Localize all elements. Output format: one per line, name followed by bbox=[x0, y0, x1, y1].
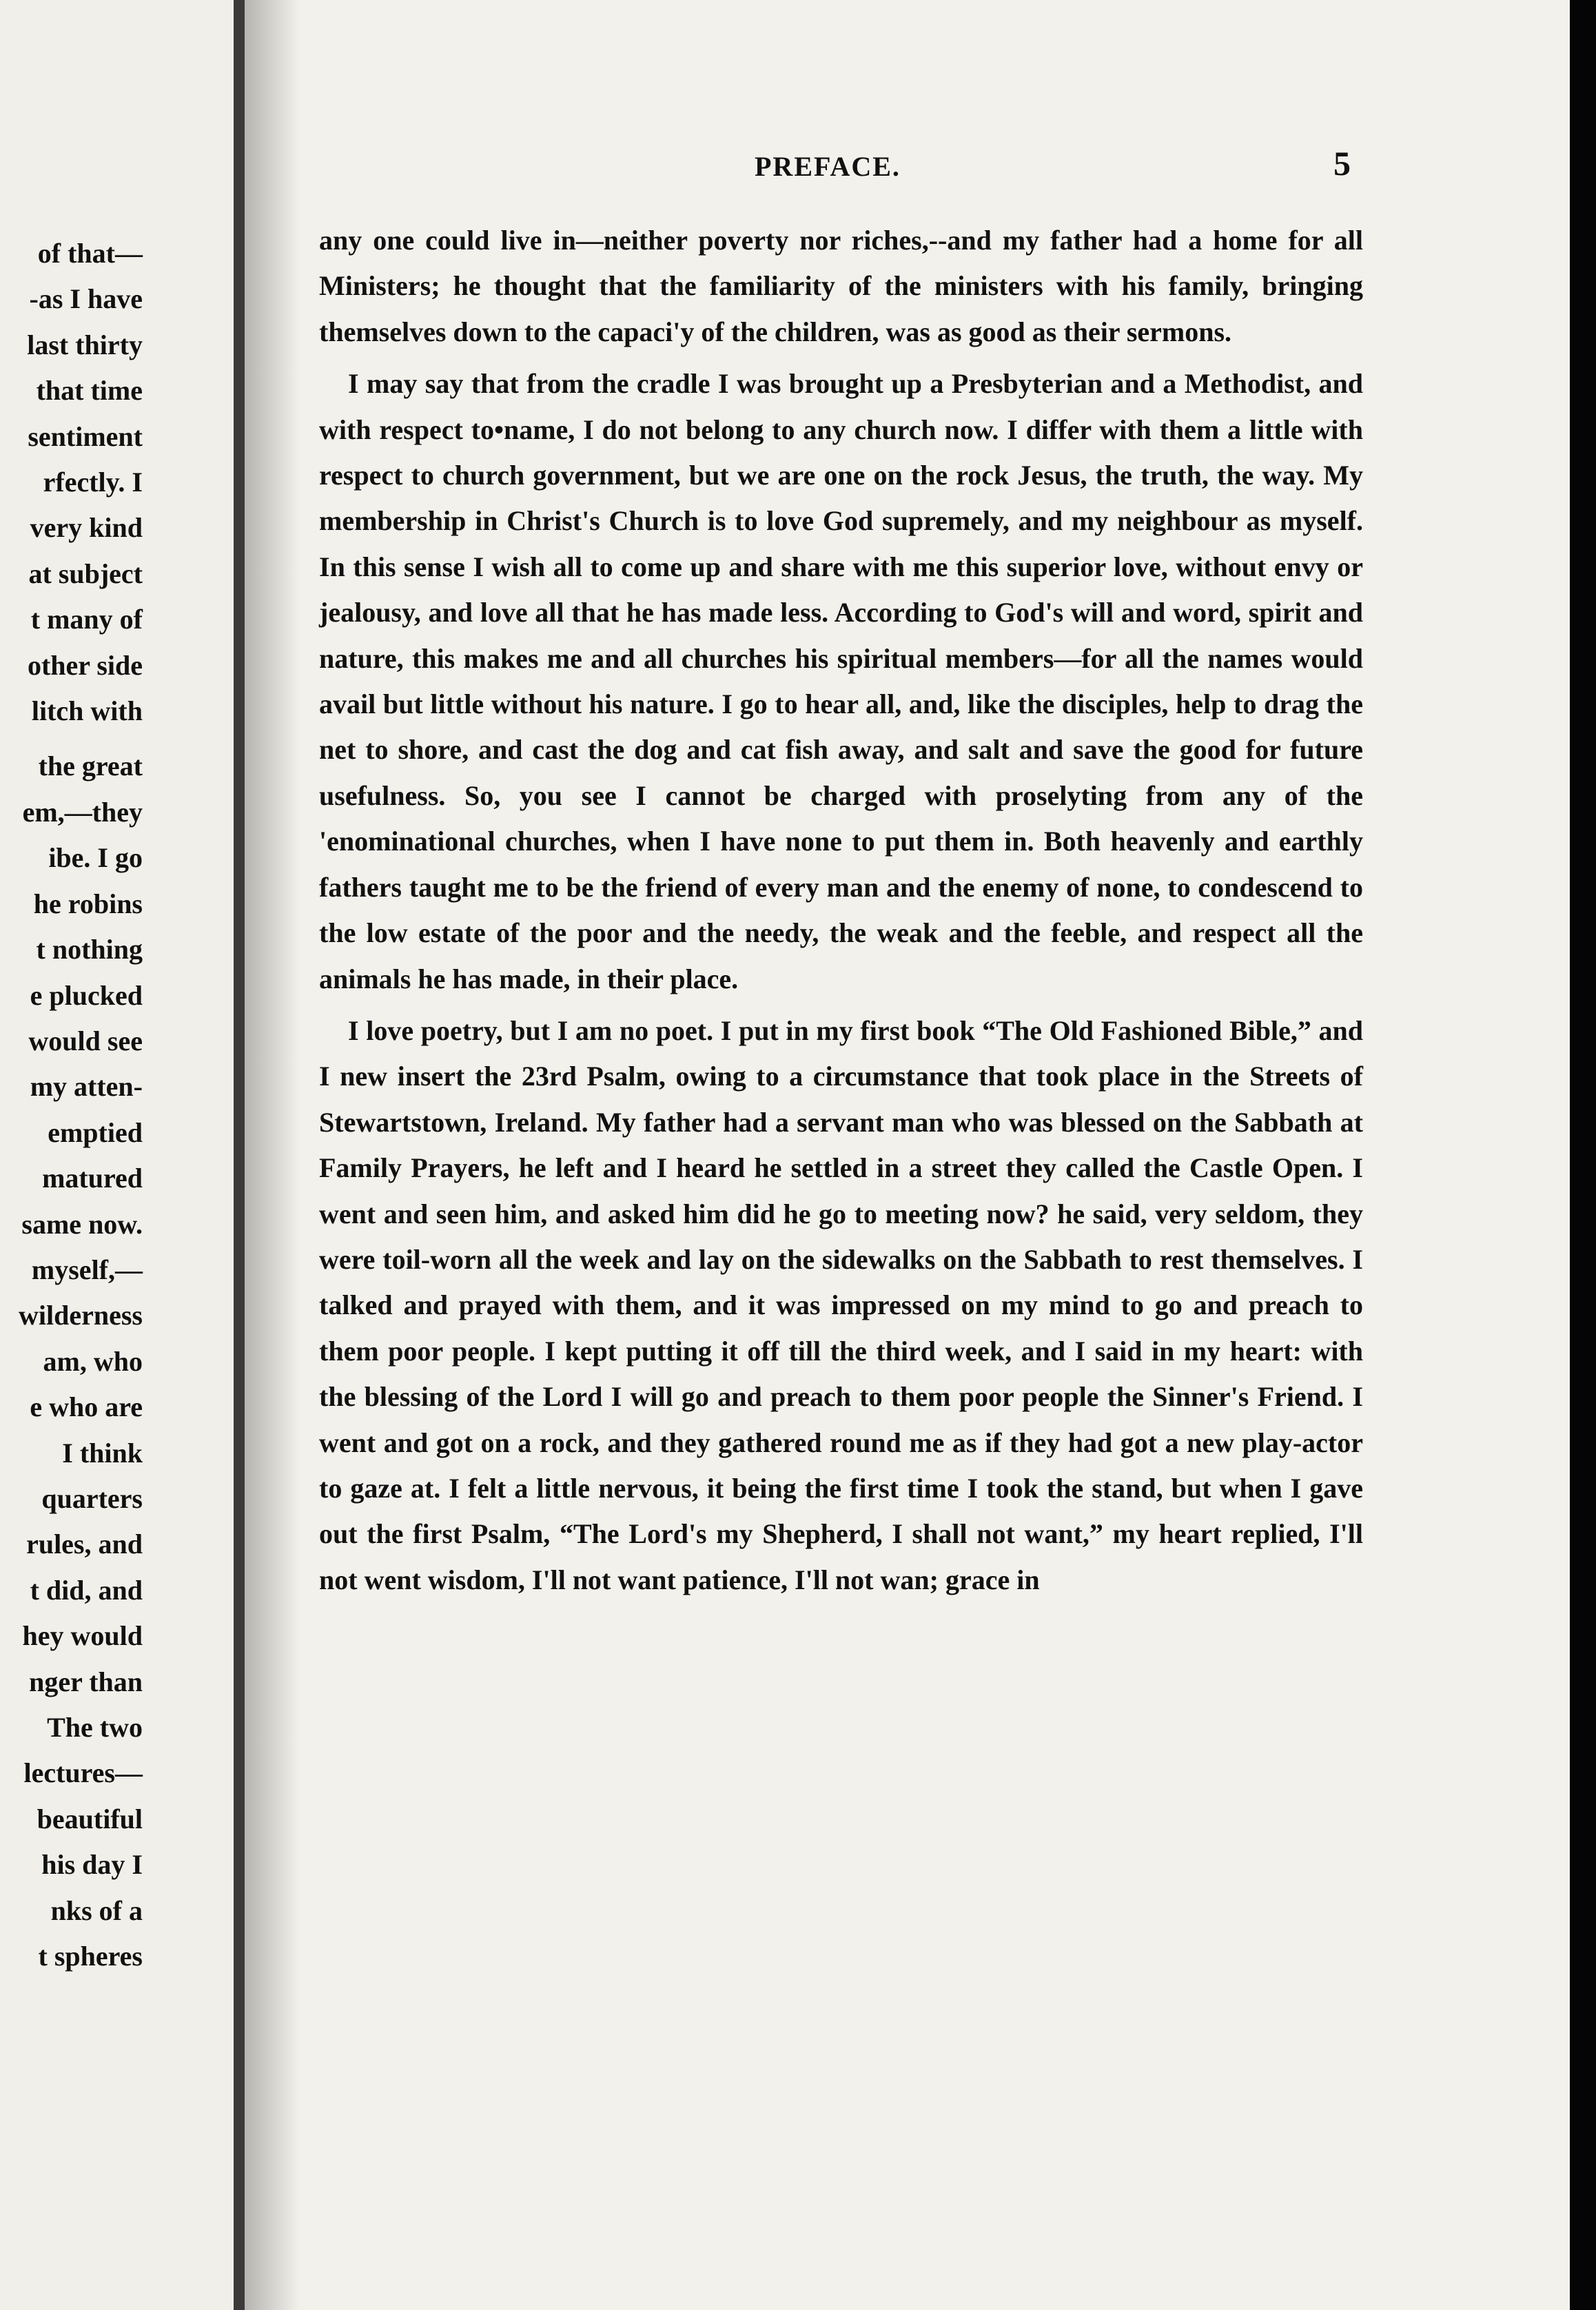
left-fragment: beautiful bbox=[37, 1803, 143, 1834]
left-fragment: of that— bbox=[37, 238, 143, 269]
left-page bbox=[0, 0, 238, 2310]
left-fragment: litch with bbox=[31, 695, 143, 727]
left-fragment: I think bbox=[62, 1437, 143, 1469]
scan-border bbox=[1570, 0, 1596, 2310]
running-title: PREFACE. bbox=[755, 151, 901, 182]
paragraph: I may say that from the cradle I was brought up a Presbyterian and a Methodist, and with respect to•name, I do not belong to any church now. I differ with them a little with respect to church government, but we are one on the rock Jesus, the truth, the way. My membership in Christ's Church is to love God supremely, and my neighbour as myself. In this sense I wish all to come up and share with me this superior love, without envy or jealousy, and love all that he has made less. According to God's will and word, spirit and nature, this makes me and all churches his spiritual members—for all the names would avail but little without his nature. I go to hear all, and, like the disciples, help to drag the net to shore, and cast the dog and cat fish away, and salt and save the good for future usefulness. So, you see I cannot be charged with proselyting from any of the 'enominational churches, when I have none to put them in. Both heavenly and earthly fathers taught me to be the friend of every man and the enemy of none, to condescend to the low estate of the poor and the needy, the weak and the feeble, and respect all the animals he has made, in their place. bbox=[319, 368, 1363, 994]
left-fragment: nks of a bbox=[50, 1894, 143, 1926]
left-fragment: t nothing bbox=[36, 934, 143, 965]
body-text bbox=[319, 218, 1363, 1603]
left-page-text-fragments bbox=[19, 231, 143, 1979]
left-fragment: wilderness bbox=[19, 1300, 143, 1331]
left-fragment: that time bbox=[36, 375, 143, 407]
left-fragment: emptied bbox=[48, 1116, 143, 1148]
left-fragment: rules, and bbox=[26, 1529, 143, 1560]
left-fragment: at subject bbox=[28, 558, 143, 589]
left-fragment: quarters bbox=[41, 1482, 143, 1514]
left-fragment: his day I bbox=[41, 1849, 143, 1881]
book-binding-gutter bbox=[234, 0, 245, 2310]
left-fragment: matured bbox=[42, 1163, 143, 1194]
paragraph: any one could live in—neither poverty nor riches,--and my father had a home for all Ministers; he thought that the familiarity of the ministers with his family, bringing themselves down to the capaci'y of the children, was as good as their sermons. bbox=[319, 225, 1363, 347]
left-fragment: e plucked bbox=[30, 979, 143, 1011]
left-fragment: -as I have bbox=[29, 283, 143, 315]
left-fragment: t many of bbox=[30, 604, 143, 635]
left-fragment: am, who bbox=[43, 1345, 143, 1377]
left-fragment: lectures— bbox=[23, 1757, 143, 1789]
left-fragment: very kind bbox=[30, 512, 143, 544]
left-fragment: nger than bbox=[29, 1666, 143, 1697]
left-fragment: hey would bbox=[22, 1620, 143, 1652]
left-fragment: t did, and bbox=[30, 1574, 143, 1606]
left-fragment: ibe. I go bbox=[48, 842, 143, 874]
running-head bbox=[245, 144, 1570, 192]
left-fragment: em,—they bbox=[22, 796, 143, 828]
left-fragment: same now. bbox=[21, 1208, 143, 1240]
left-fragment: myself,— bbox=[31, 1254, 143, 1285]
left-fragment: last thirty bbox=[27, 329, 143, 360]
left-fragment: e who are bbox=[30, 1391, 143, 1423]
left-fragment: the great bbox=[38, 750, 143, 782]
left-fragment: sentiment bbox=[28, 420, 143, 452]
left-fragment: rfectly. I bbox=[43, 467, 143, 498]
left-fragment: t spheres bbox=[38, 1941, 143, 1972]
left-fragment: my atten- bbox=[30, 1071, 143, 1103]
left-fragment: other side bbox=[27, 649, 143, 681]
page-number: 5 bbox=[1333, 144, 1351, 183]
left-fragment: The two bbox=[47, 1712, 143, 1743]
gutter-shadow bbox=[245, 0, 300, 2310]
left-fragment: would see bbox=[28, 1025, 143, 1056]
left-fragment: he robins bbox=[33, 888, 143, 919]
right-page bbox=[245, 0, 1570, 2310]
paragraph: I love poetry, but I am no poet. I put in my first book “The Old Fashioned Bible,” and I new insert the 23rd Psalm, owing to a circumstance that took place in the Streets of Stewartstown, Ireland. My father had a servant man who was blessed on the Sabbath at Family Prayers, he left and I heard he settled in a street they called the Castle Open. I went and seen him, and asked him did he go to meeting now? he said, very seldom, they were toil-worn all the week and lay on the sidewalks on the Sabbath to rest themselves. I talked and prayed with them, and it was impressed on my mind to go and preach to them poor people. I kept putting it off till the third week, and I said in my heart: with the blessing of the Lord I will go and preach to them poor people the Sinner's Friend. I went and got on a rock, and they gathered round me as if they had got a new play-actor to gaze at. I felt a little nervous, it being the first time I took the stand, but when I gave out the first Psalm, “The Lord's my Shepherd, I shall not want,” my heart replied, I'll not went wisdom, I'll not want patience, I'll not wan; grace in bbox=[319, 1014, 1363, 1595]
